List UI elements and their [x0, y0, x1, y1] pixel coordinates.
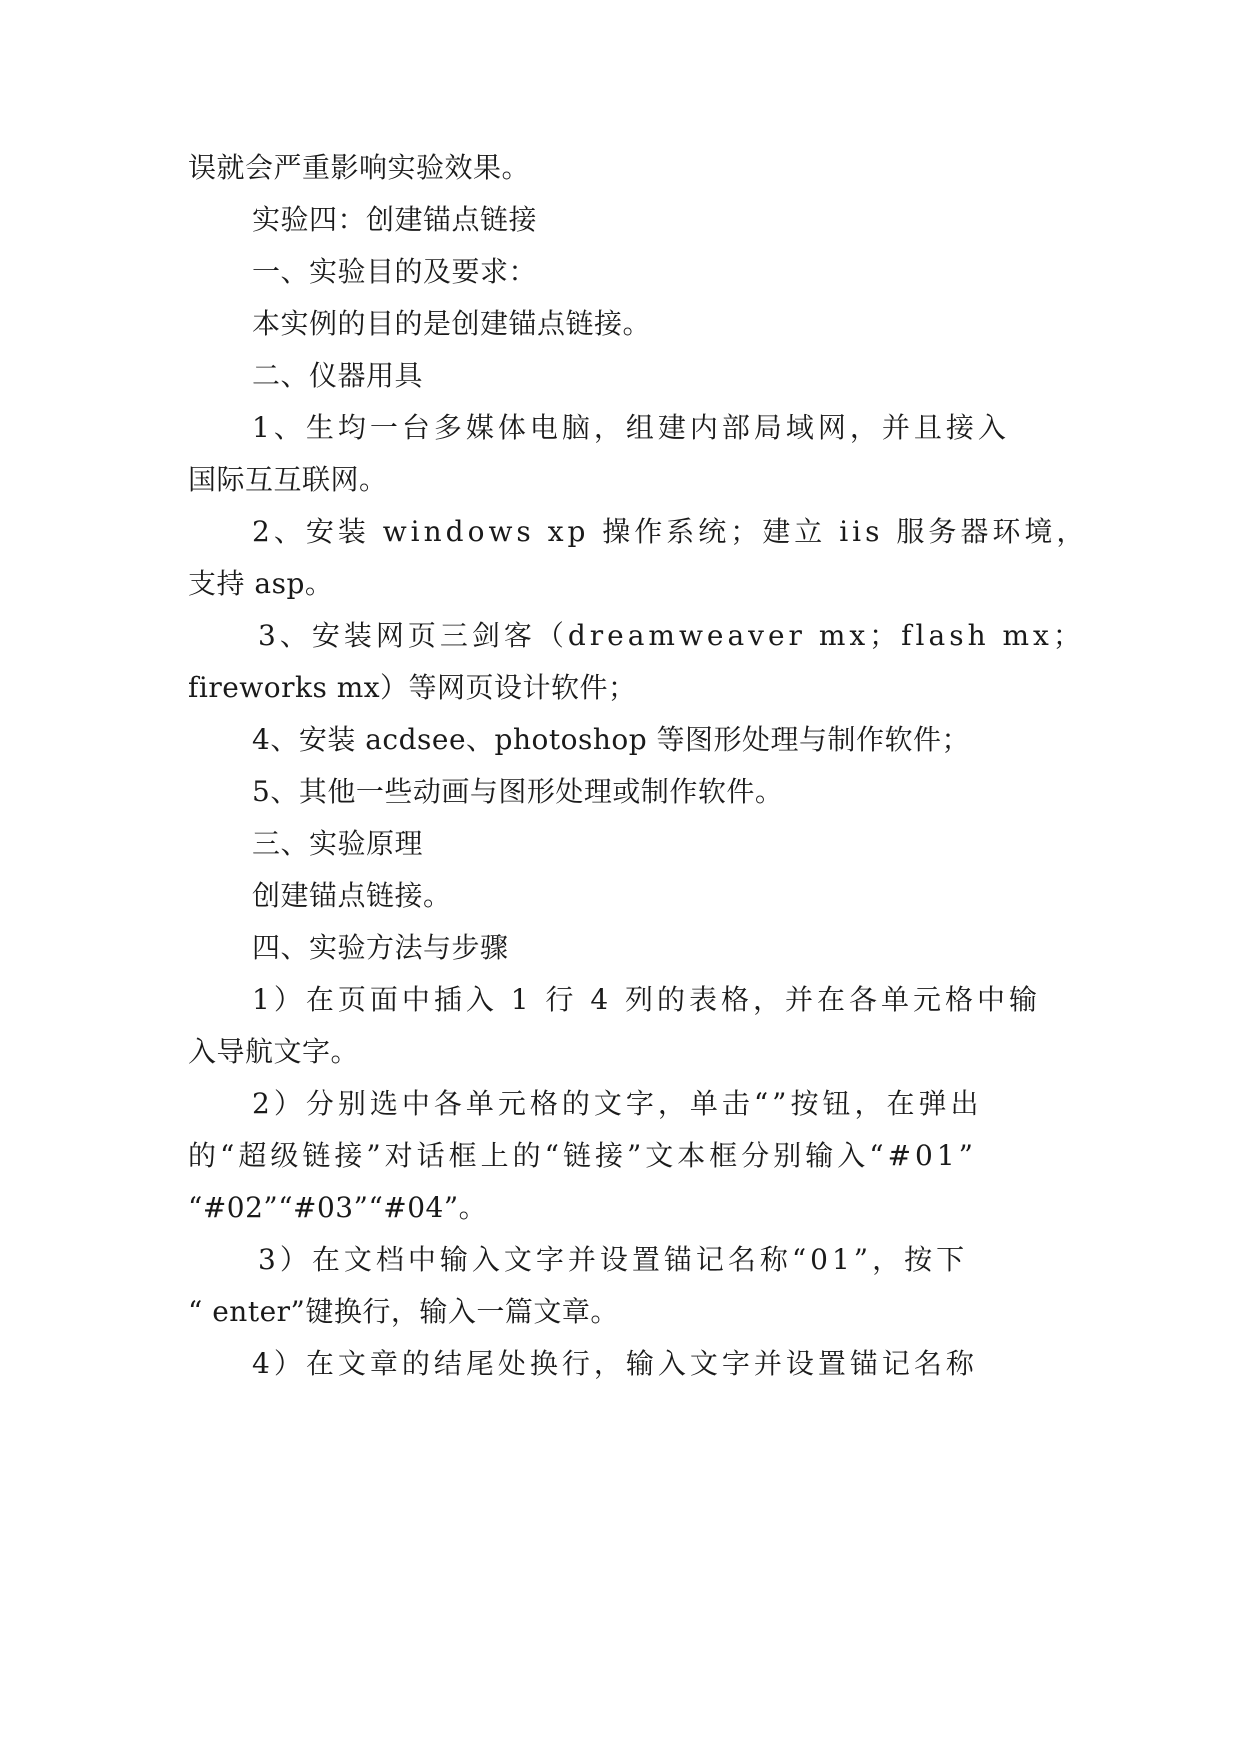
text-line: 的“超级链接”对话框上的“链接”文本框分别输入“#01”	[188, 1139, 977, 1172]
list-item: 1）在页面中插入 1 行 4 列的表格，并在各单元格中输	[252, 983, 1042, 1016]
list-item: 5、其他一些动画与图形处理或制作软件。	[252, 775, 784, 808]
section-heading-purpose: 一、实验目的及要求：	[252, 255, 538, 288]
section-heading-methods: 四、实验方法与步骤	[252, 931, 509, 964]
text-line: “#02”“#03”“#04”。	[188, 1191, 488, 1224]
text-line: fireworks mx）等网页设计软件；	[188, 671, 637, 704]
list-item: 1、生均一台多媒体电脑，组建内部局域网，并且接入	[252, 411, 1010, 444]
text-line: 创建锚点链接。	[252, 879, 452, 912]
text-line: 国际互互联网。	[188, 463, 388, 496]
list-item: 2、安装 windows xp 操作系统；建立 iis 服务器环境，	[252, 515, 1089, 548]
list-item: 3、安装网页三剑客（dreamweaver mx；flash mx；	[258, 619, 1085, 652]
text-line: 误就会严重影响实验效果。	[188, 151, 531, 184]
section-heading-experiment-four: 实验四：创建锚点链接	[252, 203, 538, 236]
section-heading-instruments: 二、仪器用具	[252, 359, 424, 392]
list-item: 3）在文档中输入文字并设置锚记名称“01”，按下	[258, 1243, 969, 1276]
text-line: 本实例的目的是创建锚点链接。	[252, 307, 652, 340]
section-heading-principle: 三、实验原理	[252, 827, 424, 860]
list-item: 2）分别选中各单元格的文字，单击“”按钮，在弹出	[252, 1087, 983, 1120]
text-line: 入导航文字。	[188, 1035, 360, 1068]
list-item: 4、安装 acdsee、photoshop 等图形处理与制作软件；	[252, 723, 971, 756]
text-line: 支持 asp。	[188, 567, 334, 600]
list-item: 4）在文章的结尾处换行，输入文字并设置锚记名称	[252, 1347, 978, 1380]
text-line: “ enter”键换行，输入一篇文章。	[188, 1295, 619, 1328]
